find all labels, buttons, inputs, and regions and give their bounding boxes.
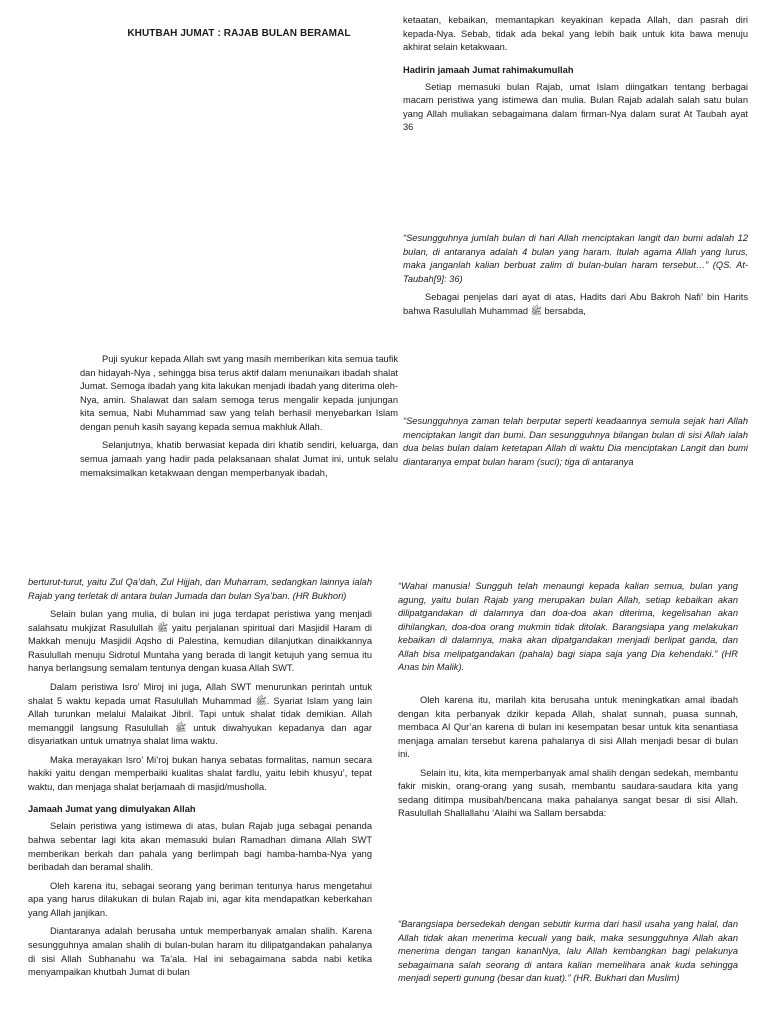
translation-quote: “Barangsiapa bersedekah dengan sebutir kurma dari hasil usaha yang halal, dan Allah tidak akan menerima kecuali yang baik, maka sesungguhnya Allah akan menerima dengan tangan kananNya, lalu Allah kembangkan bagi pelakunya sebagaimana salah seorang di antara kalian memelihara anak kuda sehingga menjadi seperti gunung (besar dan kuat).” (HR. Bukhari dan Muslim) bbox=[398, 919, 738, 984]
page1-right-column bbox=[403, 14, 748, 520]
translation-quote: “Sesungguhnya jumlah bulan di hari Allah menciptakan langit dan bumi adalah 12 bulan, di antaranya adalah 4 bulan yang haram. Itulah agama Allah yang lurus, maka janganlah kalian berbuat zalim di bulan-bulan haram tersebut…” (QS. At-Taubah[9]: 36) bbox=[403, 232, 748, 284]
paragraph: Oleh karena itu, sebagai seorang yang beriman tentunya harus mengetahui apa yang harus dilakukan di bulan Rajab ini, agar kita mendapatkan keberkahan yang Allah janjikan. bbox=[28, 880, 372, 918]
page2-left-column bbox=[28, 576, 372, 1024]
paragraph: Dalam peristiwa Isro’ Miroj ini juga, Allah SWT menurunkan perintah untuk shalat 5 waktu kepada umat Rasulullah Muhammad ﷺ. Syariat Islam yang lain Allah turunkan melalui Malaikat Jibril. Tapi untuk shalat tidak demikian. Allah memanggil langsung Rasulullah ﷺ untuk diwahyukan kepadanya dan agar disyariatkan untuk umatnya shalat lima waktu. bbox=[28, 681, 372, 747]
paragraph: Sebagai penjelas dari ayat di atas, Hadits dari Abu Bakroh Nafi’ bin Harits bahwa Rasulullah Muhammad ﷺ bersabda, bbox=[403, 292, 748, 316]
arabic-verse-block bbox=[403, 140, 748, 232]
paragraph: Setiap memasuki bulan Rajab, umat Islam diingatkan tentang berbagai macam peristiwa yang istimewa dan mulia. Bulan Rajab adalah salah satu bulan yang Allah muliakan sebagaimana dalam firman-Nya dalam surat At Taubah ayat 36 bbox=[403, 81, 748, 133]
paragraph: Selain bulan yang mulia, di bulan ini juga terdapat peristiwa yang menjadi salahsatu mukjizat Rasulullah ﷺ yaitu perjalanan spiritual dari Masjidil Haram di Makkah menuju Masjidil Aqsho di Palestina, kemudian dilanjutkan dinaikkannya Rasulullah menuju Sidrotul Muntaha yang berada di langit ketujuh yang semua itu hanya berlangsung semalam tentunya dengan kuasa Allah SWT. bbox=[28, 609, 372, 674]
page-2 bbox=[0, 564, 768, 1024]
section-heading: Hadirin jamaah Jumat rahimakumullah bbox=[403, 64, 574, 75]
paragraph: Maka merayakan Isro’ Mi’roj bukan hanya sebatas formalitas, namun secara hakiki yaitu dengan memperbaiki kualitas shalat fardlu, yaitu lebih khusyu’, tepat waktu, dan menjaga shalat berjamaah di masjid/musholla. bbox=[28, 754, 372, 792]
paragraph: Puji syukur kepada Allah swt yang masih memberikan kita semua taufik dan hidayah-Nya , sehingga bisa terus aktif dalam menunaikan ibadah shalat Jumat. Semoga ibadah yang kita lakukan menjadi ibadah yang diterima oleh-Nya, amin. Shalawat dan salam semoga terus mengalir kepada junjungan kita semua, Nabi Muhammad saw yang telah berhasil menyebarkan Islam dengan penuh kasih sayang kepada semua makhluk Allah. bbox=[80, 354, 398, 432]
paragraph: ketaatan, kebaikan, memantapkan keyakinan kepada Allah, dan pasrah diri kepada-Nya. Sebab, tidak ada bekal yang lebih baik untuk kita bawa menuju akhirat selain ketakwaan. bbox=[403, 15, 748, 53]
page2-right-column bbox=[398, 580, 738, 1024]
paragraph: Selain peristiwa yang istimewa di atas, bulan Rajab juga sebagai penanda bahwa sebentar lagi kita akan memasuki bulan Ramadhan dimana Allah SWT memberikan berkah dan pahala yang berlimpah bagi hamba-hamba-Nya yang beribadah dan beramal shalih. bbox=[28, 821, 372, 873]
arabic-opening-block bbox=[80, 53, 398, 353]
arabic-hadith-block bbox=[398, 826, 738, 918]
paragraph: Selanjutnya, khatib berwasiat kepada diri khatib sendiri, keluarga, dan semua jamaah yang hadir pada pelaksanaan shalat Jumat ini, untuk selalu memaksimalkan ketakwaan dengan memperbanyak ibadah, bbox=[80, 440, 398, 478]
arabic-hadith-block bbox=[403, 323, 748, 415]
section-heading: Jamaah Jumat yang dimulyakan Allah bbox=[28, 804, 196, 815]
translation-quote: “Sesungguhnya zaman telah berputar seperti keadaannya semula sejak hari Allah menciptakan langit dan bumi. Dan sesungguhnya bilangan bulan di sisi Allah ialah dua belas bulan dalam ketetapan Allah di waktu Dia menciptakan Langit dan bumi diantaranya empat bulan haram (suci); tiga di antaranya bbox=[403, 416, 748, 467]
paragraph: Oleh karena itu, marilah kita berusaha untuk meningkatkan amal ibadah dengan kita perbanyak dzikir kepada Allah, shalat sunnah, puasa sunnah, membaca Al Qur’an karena di bulan ini kesempatan besar untuk kita senantiasa menjaga amalan tersebut karena pahalanya di sisi Allah menjadi besar di bulan ini. bbox=[398, 694, 738, 760]
hadith-quote: “Wahai manusia! Sungguh telah menaungi kepada kalian semua, bulan yang agung, yaitu bulan Rajab yang merupakan bulan Allah, setiap kebaikan akan dilipatgandakan di dalamnya dan doa-doa akan diterima, kegelisahan akan dihilangkan, doa-doa orang mukmin tidak ditolak. Barangsiapa yang melakukan kebaikan di dalamnya, maka akan dipatgandakan menjadi berlipat ganda, dan Allah bisa melipatgandakan (pahala) bagi siapa saja yang Dia kehendaki.” (HR Anas bin Malik). bbox=[398, 581, 738, 673]
page1-left-column bbox=[80, 28, 398, 520]
document-title: KHUTBAH JUMAT : RAJAB BULAN BERAMAL bbox=[127, 28, 351, 39]
paragraph: berturut-turut, yaitu Zul Qa’dah, Zul Hijjah, dan Muharram, sedangkan lainnya ialah Rajab yang terletak di antara bulan Jumada dan bulan Sya’ban. (HR Bukhori) bbox=[28, 577, 372, 601]
paragraph: Selain itu, kita, kita memperbanyak amal shalih dengan sedekah, membantu fakir miskin, orang-orang yang susah, membantu saudara-saudara kita yang sedang ditimpa musibah/bencana maka pahalanya sangat besar di sisi Allah. Rasulullah Shallallahu ‘Alaihi wa Sallam bersabda: bbox=[398, 767, 738, 819]
paragraph: Diantaranya adalah berusaha untuk memperbanyak amalan shalih. Karena sesungguhnya amalan shalih di bulan-bulan haram itu dilipatgandakan pahalanya di sisi Allah Subhanahu wa Ta’ala. Hal ini sebagaimana sabda nabi ketika menyampaikan khutbah Jumat di bulan bbox=[28, 926, 372, 978]
